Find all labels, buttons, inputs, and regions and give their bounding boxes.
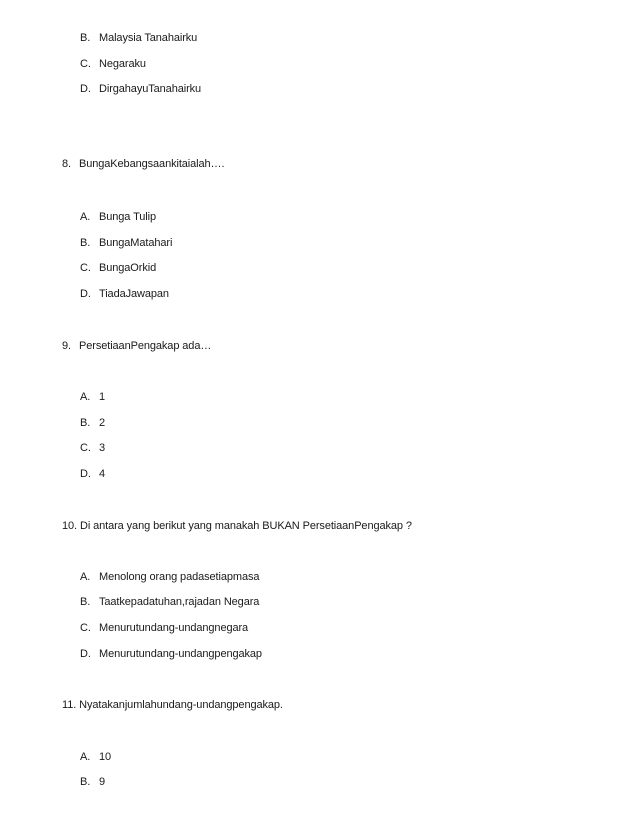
q10-option-a <box>80 570 259 584</box>
q11-option-b <box>80 775 105 789</box>
q10-option-b <box>80 595 259 609</box>
option-letter: A. <box>80 571 91 583</box>
option-letter: C. <box>80 622 91 634</box>
question-text: BungaKebangsaankitaialah…. <box>79 158 225 170</box>
option-letter: B. <box>80 32 91 44</box>
option-letter: C. <box>80 262 91 274</box>
option-letter: A. <box>80 391 91 403</box>
option-text: BungaMatahari <box>99 237 173 249</box>
option-letter: D. <box>80 648 91 660</box>
q10-option-d <box>80 647 262 661</box>
option-text: Menurutundang-undangnegara <box>99 622 249 634</box>
question-number: 8. <box>62 158 71 170</box>
q9-option-b <box>80 416 105 430</box>
option-text: Menolong orang padasetiapmasa <box>99 571 260 583</box>
option-letter: B. <box>80 776 91 788</box>
option-text: Negaraku <box>99 58 146 70</box>
q9-option-a <box>80 390 105 404</box>
option-text: Bunga Tulip <box>99 211 156 223</box>
question-text: Nyatakanjumlahundang-undangpengakap. <box>79 699 283 711</box>
option-letter: D. <box>80 288 91 300</box>
q9-option-c <box>80 441 105 455</box>
question-10 <box>62 519 412 533</box>
option-letter: B. <box>80 596 91 608</box>
option-text: 2 <box>99 417 106 429</box>
option-text: 9 <box>99 776 106 788</box>
q10-option-c <box>80 621 248 635</box>
option-letter: C. <box>80 58 91 70</box>
option-c-prev <box>80 57 146 71</box>
option-text: BungaOrkid <box>99 262 157 274</box>
option-letter: B. <box>80 237 91 249</box>
option-b-prev <box>80 31 197 45</box>
option-letter: D. <box>80 83 91 95</box>
question-text: Di antara yang berikut yang manakah BUKAN PersetiaanPengakap ? <box>79 520 412 532</box>
option-letter: A. <box>80 211 91 223</box>
q9-option-d <box>80 467 105 481</box>
q8-option-a <box>80 210 156 224</box>
option-text: 4 <box>99 468 106 480</box>
q8-option-d <box>80 287 169 301</box>
option-text: Menurutundang-undangpengakap <box>99 648 262 660</box>
q8-option-b <box>80 236 172 250</box>
question-text: PersetiaanPengakap ada… <box>79 340 212 352</box>
option-letter: B. <box>80 417 91 429</box>
option-text: Taatkepadatuhan,rajadan Negara <box>99 596 260 608</box>
question-9 <box>62 339 211 353</box>
q8-option-c <box>80 261 156 275</box>
question-number: 9. <box>62 340 71 352</box>
question-8 <box>62 157 224 171</box>
option-text: 1 <box>99 391 106 403</box>
option-d-prev <box>80 82 201 96</box>
option-text: 3 <box>99 442 106 454</box>
option-letter: C. <box>80 442 91 454</box>
option-text: 10 <box>99 751 112 763</box>
option-letter: D. <box>80 468 91 480</box>
option-text: TiadaJawapan <box>99 288 169 300</box>
question-11 <box>62 698 283 712</box>
question-number: 11. <box>62 699 77 711</box>
option-text: DirgahayuTanahairku <box>99 83 202 95</box>
q11-option-a <box>80 750 111 764</box>
option-text: Malaysia Tanahairku <box>99 32 198 44</box>
question-number: 10. <box>62 520 77 532</box>
option-letter: A. <box>80 751 91 763</box>
